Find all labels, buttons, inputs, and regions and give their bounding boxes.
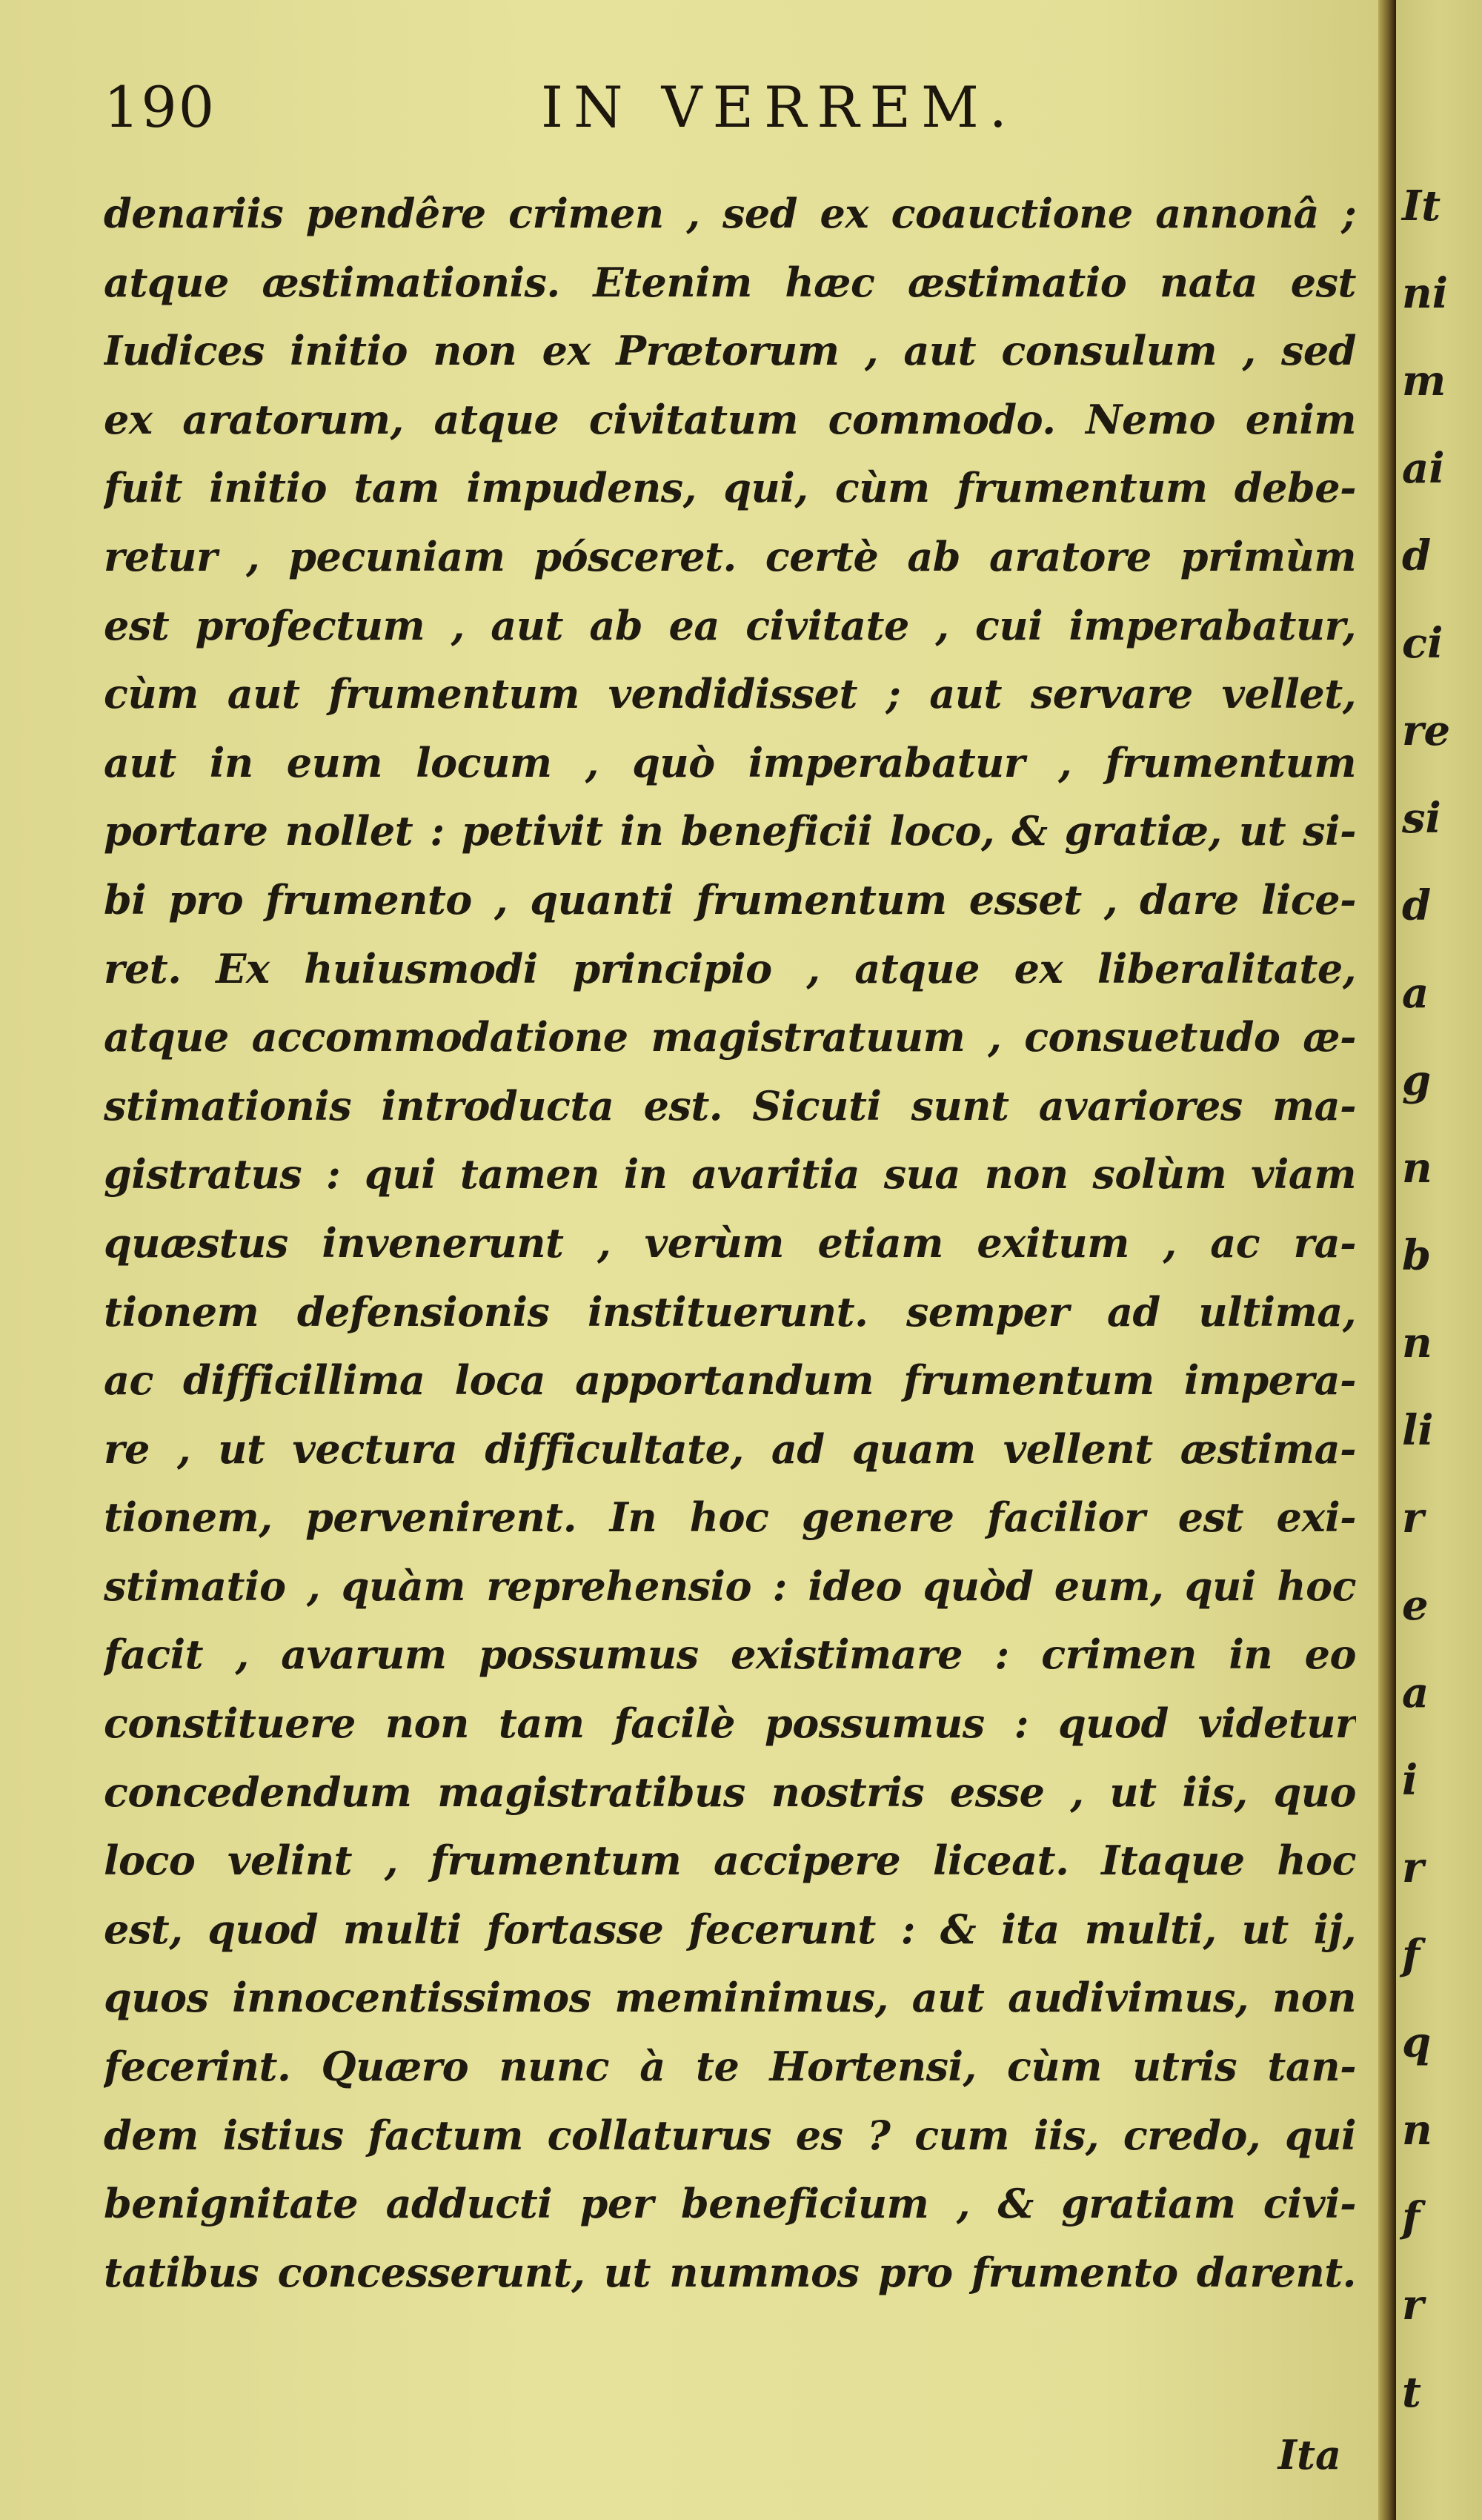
text-line: retur , pecuniam pósceret. certè ab aratore primùm	[104, 532, 1356, 580]
facing-page-fragment: d	[1402, 881, 1432, 930]
text-line: atque æstimationis. Etenim hæc æstimatio nata est	[104, 258, 1356, 306]
text-line: re , ut vectura difficultate, ad quam vellent æstima-	[104, 1425, 1356, 1473]
facing-page-fragment: d	[1402, 531, 1432, 580]
text-line: constituere non tam facilè possumus : quod videtur	[104, 1700, 1356, 1748]
text-line: Iudices initio non ex Prætorum , aut consulum , sed	[104, 327, 1356, 375]
facing-page-fragment: n	[1402, 2106, 1432, 2155]
text-line: dem istius factum collaturus es ? cum iis, credo, qui	[104, 2111, 1356, 2159]
facing-page-edge	[1396, 0, 1482, 2520]
running-head: IN VERREM.	[541, 74, 1017, 140]
facing-page-fragment: It	[1402, 182, 1441, 231]
text-line: ac difficillima loca apportandum frumentum impera-	[104, 1356, 1356, 1405]
facing-page-fragment: n	[1402, 1144, 1432, 1193]
facing-page-fragment: q	[1402, 2018, 1432, 2067]
text-line: est profectum , aut ab ea civitate , cui imperabatur,	[104, 601, 1356, 649]
catchword: Ita	[1277, 2431, 1341, 2478]
text-line: tatibus concesserunt, ut nummos pro frumento darent.	[104, 2248, 1356, 2296]
text-line: ex aratorum, atque civitatum commodo. Nemo enim	[104, 395, 1356, 443]
page-number: 190	[104, 74, 216, 140]
text-line: facit , avarum possumus existimare : crimen in eo	[104, 1631, 1356, 1679]
facing-page-fragment: i	[1402, 1756, 1418, 1805]
text-line: bi pro frumento , quanti frumentum esset , dare lice-	[104, 875, 1356, 924]
text-line: quos innocentissimos meminimus, aut audivimus, non	[104, 1974, 1356, 2022]
text-line: stimationis introducta est. Sicuti sunt avariores ma-	[104, 1081, 1356, 1130]
text-line: atque accommodatione magistratuum , consuetudo æ-	[104, 1013, 1356, 1061]
facing-page-fragment: t	[1402, 2368, 1421, 2417]
facing-page-fragment: g	[1402, 1056, 1432, 1105]
facing-page-fragment: r	[1402, 2281, 1424, 2330]
text-line: fuit initio tam impudens, qui, cùm frumentum debe-	[104, 464, 1356, 512]
text-line: tionem defensionis instituerunt. semper ad ultima,	[104, 1287, 1356, 1336]
text-line: ret. Ex huiusmodi principio , atque ex liberalitate,	[104, 944, 1356, 992]
facing-page-fragment: f	[1402, 1931, 1420, 1980]
text-line: benignitate adducti per beneficium , & gratiam civi-	[104, 2180, 1356, 2228]
text-line: stimatio , quàm reprehensio : ideo quòd eum, qui hoc	[104, 1562, 1356, 1610]
text-line: portare nollet : petivit in beneficii loco, & gratiæ, ut si-	[104, 807, 1356, 855]
text-line: quæstus invenerunt , verùm etiam exitum , ac ra-	[104, 1218, 1356, 1267]
facing-page-fragment: ci	[1402, 619, 1443, 668]
facing-page-fragment: ni	[1402, 269, 1448, 318]
facing-page-fragment: m	[1402, 357, 1446, 405]
facing-page-fragment: a	[1402, 1668, 1429, 1717]
facing-page-fragment: n	[1402, 1319, 1432, 1367]
text-line: est, quod multi fortasse fecerunt : & ita multi, ut ij,	[104, 1905, 1356, 1953]
facing-page-fragment: f	[1402, 2193, 1420, 2242]
facing-page-fragment: b	[1402, 1231, 1432, 1280]
text-line: concedendum magistratibus nostris esse , ut iis, quo	[104, 1768, 1356, 1816]
text-line: cùm aut frumentum vendidisset ; aut servare vellet,	[104, 670, 1356, 718]
text-line: tionem, pervenirent. In hoc genere facilior est exi-	[104, 1493, 1356, 1542]
text-line: loco velint , frumentum accipere liceat. Itaque hoc	[104, 1837, 1356, 1885]
text-line: gistratus : qui tamen in avaritia sua non solùm viam	[104, 1150, 1356, 1198]
text-line: aut in eum locum , quò imperabatur , frumentum	[104, 738, 1356, 786]
body-text	[104, 179, 1356, 2307]
facing-page-fragment: si	[1402, 794, 1441, 843]
text-line: fecerint. Quæro nunc à te Hortensi, cùm utris tan-	[104, 2043, 1356, 2091]
facing-page-fragment: r	[1402, 1843, 1424, 1892]
facing-page-fragment: li	[1402, 1406, 1434, 1455]
text-line: denariis pendêre crimen , sed ex coauctione annonâ ;	[104, 190, 1356, 237]
page-header	[104, 74, 1363, 156]
facing-page-fragment: ai	[1402, 444, 1445, 493]
facing-page-fragment: re	[1402, 706, 1451, 755]
book-gutter	[1378, 0, 1396, 2520]
facing-page-fragment: e	[1402, 1581, 1429, 1630]
facing-page-fragment: r	[1402, 1493, 1424, 1542]
facing-page-fragment: a	[1402, 969, 1429, 1018]
